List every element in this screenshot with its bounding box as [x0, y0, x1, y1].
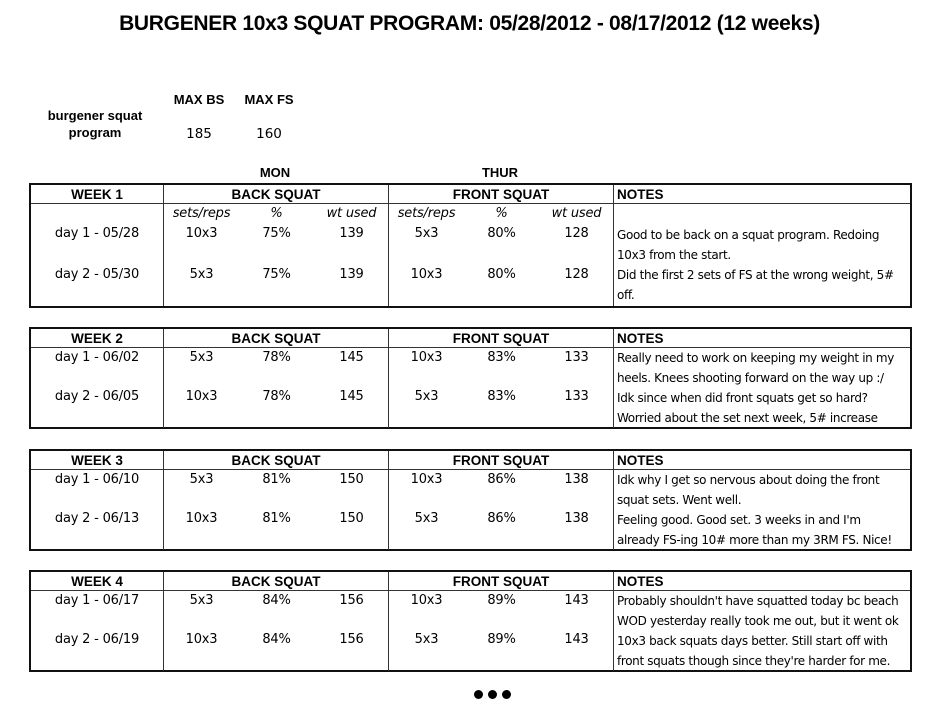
dot — [474, 690, 483, 699]
fs-pct: 80% — [487, 226, 516, 241]
max-fs-label: MAX FS — [244, 92, 294, 107]
note-line: front squats though since they're harder for me. — [617, 654, 891, 668]
max-fs-value: 160 — [256, 126, 282, 142]
wt-used-label: wt used — [551, 206, 602, 221]
more-icon — [474, 686, 516, 704]
bs-wt: 156 — [339, 632, 364, 647]
note-line: Probably shouldn't have squatted today bc beach — [617, 594, 899, 608]
note-line: Worried about the set next week, 5# increase — [617, 411, 878, 425]
program-label — [30, 107, 160, 141]
fs-sets: 5x3 — [414, 389, 439, 404]
day-header-thur: THUR — [481, 165, 519, 180]
program-label-line1: burgener squat — [47, 108, 143, 123]
week-4-table — [29, 570, 912, 672]
fs-sets: 5x3 — [414, 226, 439, 241]
week-label: WEEK 4 — [31, 572, 163, 591]
dot — [502, 690, 511, 699]
notes-header: NOTES — [613, 329, 910, 348]
fs-wt: 143 — [564, 632, 589, 647]
day-column — [31, 348, 163, 427]
note-line: 10x3 back squats days better. Still start off with — [617, 634, 888, 648]
notes-column — [613, 591, 910, 671]
max-bs-label: MAX BS — [173, 92, 225, 107]
bs-sets: 5x3 — [189, 267, 214, 282]
day-column — [31, 591, 163, 670]
week-label: WEEK 2 — [31, 329, 163, 348]
day-label: day 2 - 05/30 — [54, 267, 140, 282]
note-line: off. — [617, 288, 635, 302]
notes-column — [613, 204, 910, 306]
sets-reps-label: sets/reps — [172, 206, 231, 221]
front-squat-column — [388, 348, 613, 428]
note-line: heels. Knees shooting forward on the way up :/ — [617, 371, 884, 385]
fs-sets: 5x3 — [414, 632, 439, 647]
max-bs-value: 185 — [186, 126, 212, 142]
note-line: Idk since when did front squats get so hard? — [617, 391, 868, 405]
note-line: Really need to work on keeping my weight in my — [617, 351, 894, 365]
notes-column — [613, 348, 910, 428]
note-line: Did the first 2 sets of FS at the wrong weight, 5# — [617, 268, 894, 282]
wt-used-label: wt used — [326, 206, 377, 221]
bs-sets: 5x3 — [189, 350, 214, 365]
bs-pct: 84% — [262, 632, 291, 647]
front-squat-column — [388, 204, 613, 306]
fs-pct: 86% — [487, 511, 516, 526]
back-squat-column — [163, 348, 388, 428]
dot — [488, 690, 497, 699]
fs-wt: 143 — [564, 593, 589, 608]
week-label: WEEK 3 — [31, 451, 163, 470]
fs-wt: 128 — [564, 226, 589, 241]
fs-pct: 83% — [487, 389, 516, 404]
bs-sets: 10x3 — [185, 511, 218, 526]
bs-sets: 10x3 — [185, 389, 218, 404]
bs-wt: 150 — [339, 511, 364, 526]
day-label: day 1 - 06/17 — [54, 593, 140, 608]
day-label: day 1 - 06/10 — [54, 472, 140, 487]
week-3-table — [29, 449, 912, 551]
fs-pct: 89% — [487, 632, 516, 647]
front-squat-header: FRONT SQUAT — [388, 329, 613, 348]
notes-header: NOTES — [613, 572, 910, 591]
fs-pct: 89% — [487, 593, 516, 608]
note-line: squat sets. Went well. — [617, 493, 742, 507]
bs-wt: 139 — [339, 226, 364, 241]
bs-pct: 75% — [262, 267, 291, 282]
bs-sets: 10x3 — [185, 632, 218, 647]
day-label: day 2 - 06/19 — [54, 632, 140, 647]
bs-wt: 156 — [339, 593, 364, 608]
pct-label: % — [270, 206, 283, 221]
front-squat-header: FRONT SQUAT — [388, 185, 613, 204]
front-squat-column — [388, 591, 613, 671]
note-line: WOD yesterday really took me out, but it went ok — [617, 614, 899, 628]
fs-pct: 83% — [487, 350, 516, 365]
fs-wt: 133 — [564, 389, 589, 404]
fs-sets: 5x3 — [414, 511, 439, 526]
bs-wt: 139 — [339, 267, 364, 282]
back-squat-header: BACK SQUAT — [163, 451, 388, 470]
day-column — [31, 470, 163, 549]
day-column — [31, 204, 163, 306]
bs-pct: 75% — [262, 226, 291, 241]
note-line: 10x3 from the start. — [617, 248, 731, 262]
fs-sets: 10x3 — [410, 350, 443, 365]
fs-wt: 133 — [564, 350, 589, 365]
fs-wt: 138 — [564, 511, 589, 526]
day-label: day 2 - 06/13 — [54, 511, 140, 526]
notes-header: NOTES — [613, 185, 910, 204]
week-label: WEEK 1 — [31, 185, 163, 204]
week-1-table — [29, 183, 912, 308]
fs-wt: 128 — [564, 267, 589, 282]
bs-wt: 145 — [339, 389, 364, 404]
page-title: BURGENER 10x3 SQUAT PROGRAM: 05/28/2012 - 08/17/2012 (12 weeks) — [119, 12, 820, 35]
bs-pct: 78% — [262, 350, 291, 365]
back-squat-header: BACK SQUAT — [163, 572, 388, 591]
note-line: already FS-ing 10# more than my 3RM FS. Nice! — [617, 533, 892, 547]
day-label: day 1 - 06/02 — [54, 350, 140, 365]
bs-sets: 5x3 — [189, 472, 214, 487]
bs-pct: 81% — [262, 472, 291, 487]
bs-pct: 78% — [262, 389, 291, 404]
front-squat-header: FRONT SQUAT — [388, 572, 613, 591]
bs-pct: 84% — [262, 593, 291, 608]
bs-wt: 145 — [339, 350, 364, 365]
bs-sets: 5x3 — [189, 593, 214, 608]
back-squat-column — [163, 591, 388, 671]
fs-sets: 10x3 — [410, 472, 443, 487]
note-line: Feeling good. Good set. 3 weeks in and I'm — [617, 513, 861, 527]
day-label: day 2 - 06/05 — [54, 389, 140, 404]
note-line: Idk why I get so nervous about doing the front — [617, 473, 880, 487]
day-header-mon: MON — [259, 165, 291, 180]
back-squat-column — [163, 470, 388, 550]
week-2-table — [29, 327, 912, 429]
bs-sets: 10x3 — [185, 226, 218, 241]
back-squat-header: BACK SQUAT — [163, 185, 388, 204]
notes-column — [613, 470, 910, 550]
fs-sets: 10x3 — [410, 267, 443, 282]
bs-wt: 150 — [339, 472, 364, 487]
front-squat-header: FRONT SQUAT — [388, 451, 613, 470]
back-squat-header: BACK SQUAT — [163, 329, 388, 348]
fs-pct: 80% — [487, 267, 516, 282]
fs-wt: 138 — [564, 472, 589, 487]
front-squat-column — [388, 470, 613, 550]
note-line: Good to be back on a squat program. Redoing — [617, 228, 880, 242]
back-squat-column — [163, 204, 388, 306]
fs-sets: 10x3 — [410, 593, 443, 608]
bs-pct: 81% — [262, 511, 291, 526]
day-label: day 1 - 05/28 — [54, 226, 140, 241]
fs-pct: 86% — [487, 472, 516, 487]
pct-label: % — [495, 206, 508, 221]
sets-reps-label: sets/reps — [397, 206, 456, 221]
notes-header: NOTES — [613, 451, 910, 470]
program-label-line2: program — [68, 125, 122, 140]
